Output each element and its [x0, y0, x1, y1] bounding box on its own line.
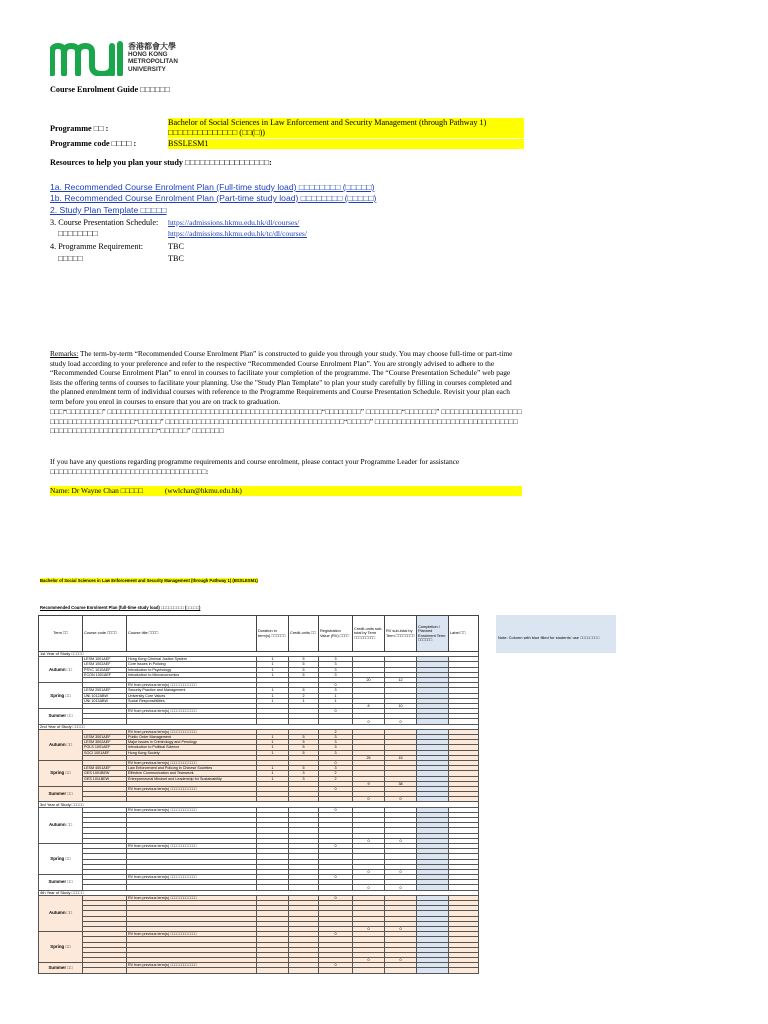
- programme-value-zh: □□□□□□□□□□□□□□ (□□(□)): [168, 128, 266, 137]
- term-label: Summer □□: [39, 963, 83, 973]
- term-label: Autumn □□: [39, 657, 83, 683]
- rv-subtotal: 0: [385, 797, 417, 802]
- course-title: RV from previous term(s) □□□□□□□□□□□□: [127, 875, 257, 880]
- rv-subtotal: 0: [385, 838, 417, 843]
- column-header: Registration Value (RV) □□□□: [319, 616, 353, 652]
- course-title: Entrepreneurial Mindset and Leadership for Sustainability: [127, 776, 257, 781]
- course-title: Introduction to Microeconomics: [127, 672, 257, 677]
- credit-units: 5: [289, 657, 319, 662]
- requirement-label: 4. Programme Requirement:: [50, 242, 143, 251]
- course-title: RV from previous term(s) □□□□□□□□□□□□: [127, 729, 257, 734]
- year-label: 4th Year of Study □□□□□: [39, 890, 479, 895]
- programme-code-label: Programme code □□□□ :: [50, 139, 137, 148]
- term-label: Summer □□: [39, 709, 83, 725]
- remarks-paragraph: [50, 349, 520, 407]
- term-label: Spring □□: [39, 683, 83, 709]
- registration-value: 0: [319, 760, 353, 765]
- course-title: Hong Kong Criminal Justice System: [127, 657, 257, 662]
- course-title: Security Practice and Management: [127, 688, 257, 693]
- plan-programme-title: Bachelor of Social Sciences in Law Enforcement and Security Management (through Pathway 1) (BSSLESM1): [40, 578, 258, 583]
- credit-subtotal: 25: [353, 755, 385, 760]
- registration-value: 0: [319, 786, 353, 791]
- rv-subtotal: 0: [385, 926, 417, 931]
- course-title: RV from previous term(s) □□□□□□□□□□□□: [127, 786, 257, 791]
- plan-title: Recommended Course Enrolment Plan (full-time study load) □□□□□□□□□ (□□□□□): [40, 605, 201, 610]
- duration: 1: [257, 740, 289, 745]
- duration: [257, 968, 289, 973]
- registration-value: 3: [319, 740, 353, 745]
- course-code: UNI 1013ABW: [83, 698, 127, 703]
- rv-subtotal: 12: [385, 677, 417, 682]
- schedule-label-zh: □□□□□□□□: [58, 229, 98, 238]
- registration-value: 0: [319, 875, 353, 880]
- requirement-value-2: TBC: [168, 254, 184, 263]
- term-label: Summer □□: [39, 875, 83, 891]
- schedule-label: 3. Course Presentation Schedule:: [50, 218, 159, 227]
- course-code: UNI 1012ABW: [83, 693, 127, 698]
- duration: 1: [257, 735, 289, 740]
- term-label: Spring □□: [39, 932, 83, 963]
- course-title: Major Issues in Criminology and Penology: [127, 740, 257, 745]
- remarks-label: Remarks:: [50, 349, 79, 358]
- term-label: Summer □□: [39, 786, 83, 802]
- duration: 1: [257, 662, 289, 667]
- course-title: RV from previous term(s) □□□□□□□□□□□□: [127, 807, 257, 812]
- course-title: Introduction to Political Science: [127, 745, 257, 750]
- credit-units: 5: [289, 750, 319, 755]
- course-title: RV from previous term(s) □□□□□□□□□□□□: [127, 760, 257, 765]
- link-study-plan-template[interactable]: 2. Study Plan Template □□□□□: [50, 205, 167, 215]
- rv-subtotal: 0: [385, 958, 417, 963]
- rv-subtotal: 38: [385, 781, 417, 786]
- term-label: Autumn □□: [39, 895, 83, 931]
- course-code: LESM 3001AEF: [83, 735, 127, 740]
- registration-value: 1: [319, 693, 353, 698]
- course-title: RV from previous term(s) □□□□□□□□□□□□: [127, 709, 257, 714]
- course-title: University Core Values: [127, 693, 257, 698]
- course-title: Core Issues in Policing: [127, 662, 257, 667]
- course-code: LESM 2001AEF: [83, 688, 127, 693]
- programme-value-en: Bachelor of Social Sciences in Law Enforcement and Security Management (through Pathway 1): [168, 118, 487, 127]
- requirement-label-zh: □□□□□: [58, 254, 83, 263]
- duration: 1: [257, 771, 289, 776]
- course-title: RV from previous term(s) □□□□□□□□□□□□: [127, 683, 257, 688]
- column-header: Completion / Planned Enrolment Term □□□□□□: [417, 616, 449, 652]
- course-title: Effective Communication and Teamwork: [127, 771, 257, 776]
- credit-subtotal: 0: [353, 797, 385, 802]
- column-header: Credit-units sub-total by Term □□□□□□□□□: [353, 616, 385, 652]
- registration-value: 0: [319, 683, 353, 688]
- rv-subtotal: 10: [385, 703, 417, 708]
- registration-value: 2: [319, 776, 353, 781]
- duration: 1: [257, 657, 289, 662]
- year-label: 3rd Year of Study □□□□□: [39, 802, 479, 807]
- link-full-time-plan[interactable]: 1a. Recommended Course Enrolment Plan (Full-time study load) □□□□□□□□ (□□□□□): [50, 182, 375, 192]
- duration: 1: [257, 698, 289, 703]
- registration-value: 0: [319, 807, 353, 812]
- duration: 1: [257, 766, 289, 771]
- credit-subtotal: 0: [353, 885, 385, 890]
- credit-units: 2: [289, 693, 319, 698]
- registration-value: 2: [319, 771, 353, 776]
- registration-value: 3: [319, 662, 353, 667]
- registration-value: 3: [319, 688, 353, 693]
- contact-name: Name: Dr Wayne Chan □□□□□: [50, 486, 144, 495]
- duration: 1: [257, 750, 289, 755]
- registration-value: 3: [319, 657, 353, 662]
- credit-units: 3: [289, 771, 319, 776]
- course-title: Social Responsibilities: [127, 698, 257, 703]
- logo-wordmark: [128, 42, 178, 73]
- course-title: Public Order Management: [127, 735, 257, 740]
- column-header: Credit-units □□: [289, 616, 319, 652]
- requirement-value-1: TBC: [168, 242, 184, 251]
- logo-line3: UNIVERSITY: [128, 65, 166, 73]
- course-code: LESM 4001AEF: [83, 766, 127, 771]
- duration: 1: [257, 745, 289, 750]
- programme-label: Programme □□ :: [50, 124, 109, 133]
- schedule-url-tc[interactable]: https://admissions.hkmu.edu.hk/tc/dl/courses/: [168, 229, 308, 238]
- programme-value: [168, 118, 524, 138]
- credit-subtotal: 8: [353, 703, 385, 708]
- credit-subtotal: 0: [353, 926, 385, 931]
- course-code: PSYC 1010AEF: [83, 667, 127, 672]
- course-title: Hong Kong Society: [127, 750, 257, 755]
- rv-subtotal: [385, 968, 417, 973]
- course-title: RV from previous term(s) □□□□□□□□□□□□: [127, 932, 257, 937]
- column-header: Term □□: [39, 616, 83, 652]
- duration: 1: [257, 688, 289, 693]
- contact-text: If you have any questions regarding programme requirements and course enrolment, please contact your Programme Leader for assistance □□□□□□□□□□□□□□□□□□□□□□□□□□□□□□□□□□□:: [50, 457, 460, 476]
- registration-value: 3: [319, 735, 353, 740]
- column-header: Course title □□□□: [127, 616, 257, 652]
- logo-line1: HONG KONG: [128, 51, 168, 58]
- rv-subtotal: 0: [385, 719, 417, 724]
- term-label: Spring □□: [39, 760, 83, 786]
- registration-value: 0: [319, 709, 353, 714]
- credit-subtotal: 20: [353, 677, 385, 682]
- credit-units: 5: [289, 688, 319, 693]
- year-label: 1st Year of Study □□□□□: [39, 652, 479, 657]
- term-label: Autumn □□: [39, 807, 83, 843]
- schedule-url-en[interactable]: https://admissions.hkmu.edu.hk/dl/courses/: [168, 218, 300, 227]
- course-code: LESM 1002AEF: [83, 662, 127, 667]
- table-row: [39, 968, 479, 973]
- guide-title: Course Enrolment Guide □□□□□□: [50, 85, 170, 94]
- course-code: LESM 3002AEF: [83, 740, 127, 745]
- credit-units: 1: [289, 698, 319, 703]
- registration-value: 3: [319, 766, 353, 771]
- course-title: [127, 968, 257, 973]
- registration-value: 0: [319, 963, 353, 968]
- completion-term-cell[interactable]: [417, 968, 449, 973]
- credit-units: 5: [289, 672, 319, 677]
- duration: 1: [257, 672, 289, 677]
- column-header: Label □□: [449, 616, 479, 652]
- registration-value: 3: [319, 750, 353, 755]
- link-part-time-plan[interactable]: 1b. Recommended Course Enrolment Plan (Part-time study load) □□□□□□□□ (□□□□□): [50, 193, 377, 203]
- registration-value: 0: [319, 895, 353, 900]
- term-label: Spring □□: [39, 843, 83, 874]
- credit-subtotal: 0: [353, 958, 385, 963]
- credit-subtotal: 0: [353, 719, 385, 724]
- registration-value: [319, 968, 353, 973]
- column-header: Course code □□□□: [83, 616, 127, 652]
- course-title: RV from previous term(s) □□□□□□□□□□□□: [127, 963, 257, 968]
- registration-value: 2: [319, 729, 353, 734]
- course-code: [83, 968, 127, 973]
- course-code: POLS 1001AEF: [83, 745, 127, 750]
- registration-value: 1: [319, 698, 353, 703]
- duration: 1: [257, 667, 289, 672]
- duration: 1: [257, 693, 289, 698]
- credit-units: 5: [289, 766, 319, 771]
- course-title: RV from previous term(s) □□□□□□□□□□□□: [127, 895, 257, 900]
- rv-subtotal: 15: [385, 755, 417, 760]
- contact-highlight: [50, 486, 522, 496]
- logo-chinese: 香港都會大學: [128, 42, 176, 51]
- registration-value: 3: [319, 667, 353, 672]
- column-header: RV sub-total by Term □□□□□□□□: [385, 616, 417, 652]
- rv-subtotal: 0: [385, 885, 417, 890]
- registration-value: 3: [319, 745, 353, 750]
- course-title: RV from previous term(s) □□□□□□□□□□□□: [127, 843, 257, 848]
- contact-email: (wwlchan@hkmu.edu.hk): [164, 486, 242, 495]
- term-label: Autumn □□: [39, 729, 83, 760]
- resources-heading: Resources to help you plan your study □□□□□□□□□□□□□□□□□:: [50, 158, 272, 167]
- registration-value: 0: [319, 932, 353, 937]
- programme-code-value: BSSLESM1: [168, 139, 524, 149]
- remarks-text: The term-by-term “Recommended Course Enrolment Plan” is constructed to guide you through your study. You may choose full-time or part-time study load according to your preference and refer to the respective “Recommended Course Enrolment Plan”. You are strongly advised to adhere to the “Recommended Course Enrolment Plan” to enrol in courses to facilitate your completion of the programme. The “Course Presentation Schedule” web page lists the offering terms of courses to facilitate your planning. Use the "Study Plan Template" to plan your study carefully by filling in courses completed and the planned enrolment term of individual courses with reference to the Programme Requirements and Course Presentation Schedule. Revisit your plan each term before you enrol in courses to ensure that you are on track to graduation.: [50, 349, 513, 406]
- course-code: SOCI 1001AEF: [83, 750, 127, 755]
- course-title: Law Enforcement and Policing in Chinese Societies: [127, 766, 257, 771]
- credit-units: 5: [289, 662, 319, 667]
- course-title: Introduction to Psychology: [127, 667, 257, 672]
- credit-subtotal: 0: [353, 838, 385, 843]
- course-code: LESM 1001AEF: [83, 657, 127, 662]
- credit-subtotal: [353, 968, 385, 973]
- course-code: GES 1011BEW: [83, 776, 127, 781]
- year-label: 2nd Year of Study □□□□□: [39, 724, 479, 729]
- credit-units: 5: [289, 735, 319, 740]
- credit-units: 5: [289, 740, 319, 745]
- credit-subtotal: 0: [353, 869, 385, 874]
- course-code: ECON 1001AEF: [83, 672, 127, 677]
- remarks-zh: □□□“□□□□□□□□” □□□□□□□□□□□□□□□□□□□□□□□□□□□□□□□□□□□□□□□□□□□□□□□□“□□□□□□□□” □□□□□□□□“□□□□□□□” □□□□□□□□□□□□□□□□□□□□□□□□□□□□□□□□□□□□□“□□□□□” □□□□□□□□□□□□□□□□□□□□□□□□□□□□□□□□□□□□□□□□“□□□□□” □□□□□□□□□□□□□□□□□□□□□□□□□□□□□□□□□□□□□□□□□□□□□□□□□□□□□□□□“□□□□□□” □□□□□□□: [50, 407, 522, 436]
- column-header: Duration in term(s) □□□□□□: [257, 616, 289, 652]
- credit-units: 5: [289, 745, 319, 750]
- credit-units: 3: [289, 776, 319, 781]
- enrolment-plan-table: [38, 615, 479, 974]
- course-code: GES 1001BEW: [83, 771, 127, 776]
- registration-value: 3: [319, 672, 353, 677]
- plan-note: Note: Column with blue filled for students' use □□□□□□□□: [496, 615, 616, 653]
- logo-line2: METROPOLITAN: [128, 58, 178, 66]
- duration: 1: [257, 776, 289, 781]
- registration-value: 0: [319, 843, 353, 848]
- credit-units: [289, 968, 319, 973]
- credit-units: 5: [289, 667, 319, 672]
- rv-subtotal: 0: [385, 869, 417, 874]
- label-cell: [449, 968, 479, 973]
- credit-subtotal: 9: [353, 781, 385, 786]
